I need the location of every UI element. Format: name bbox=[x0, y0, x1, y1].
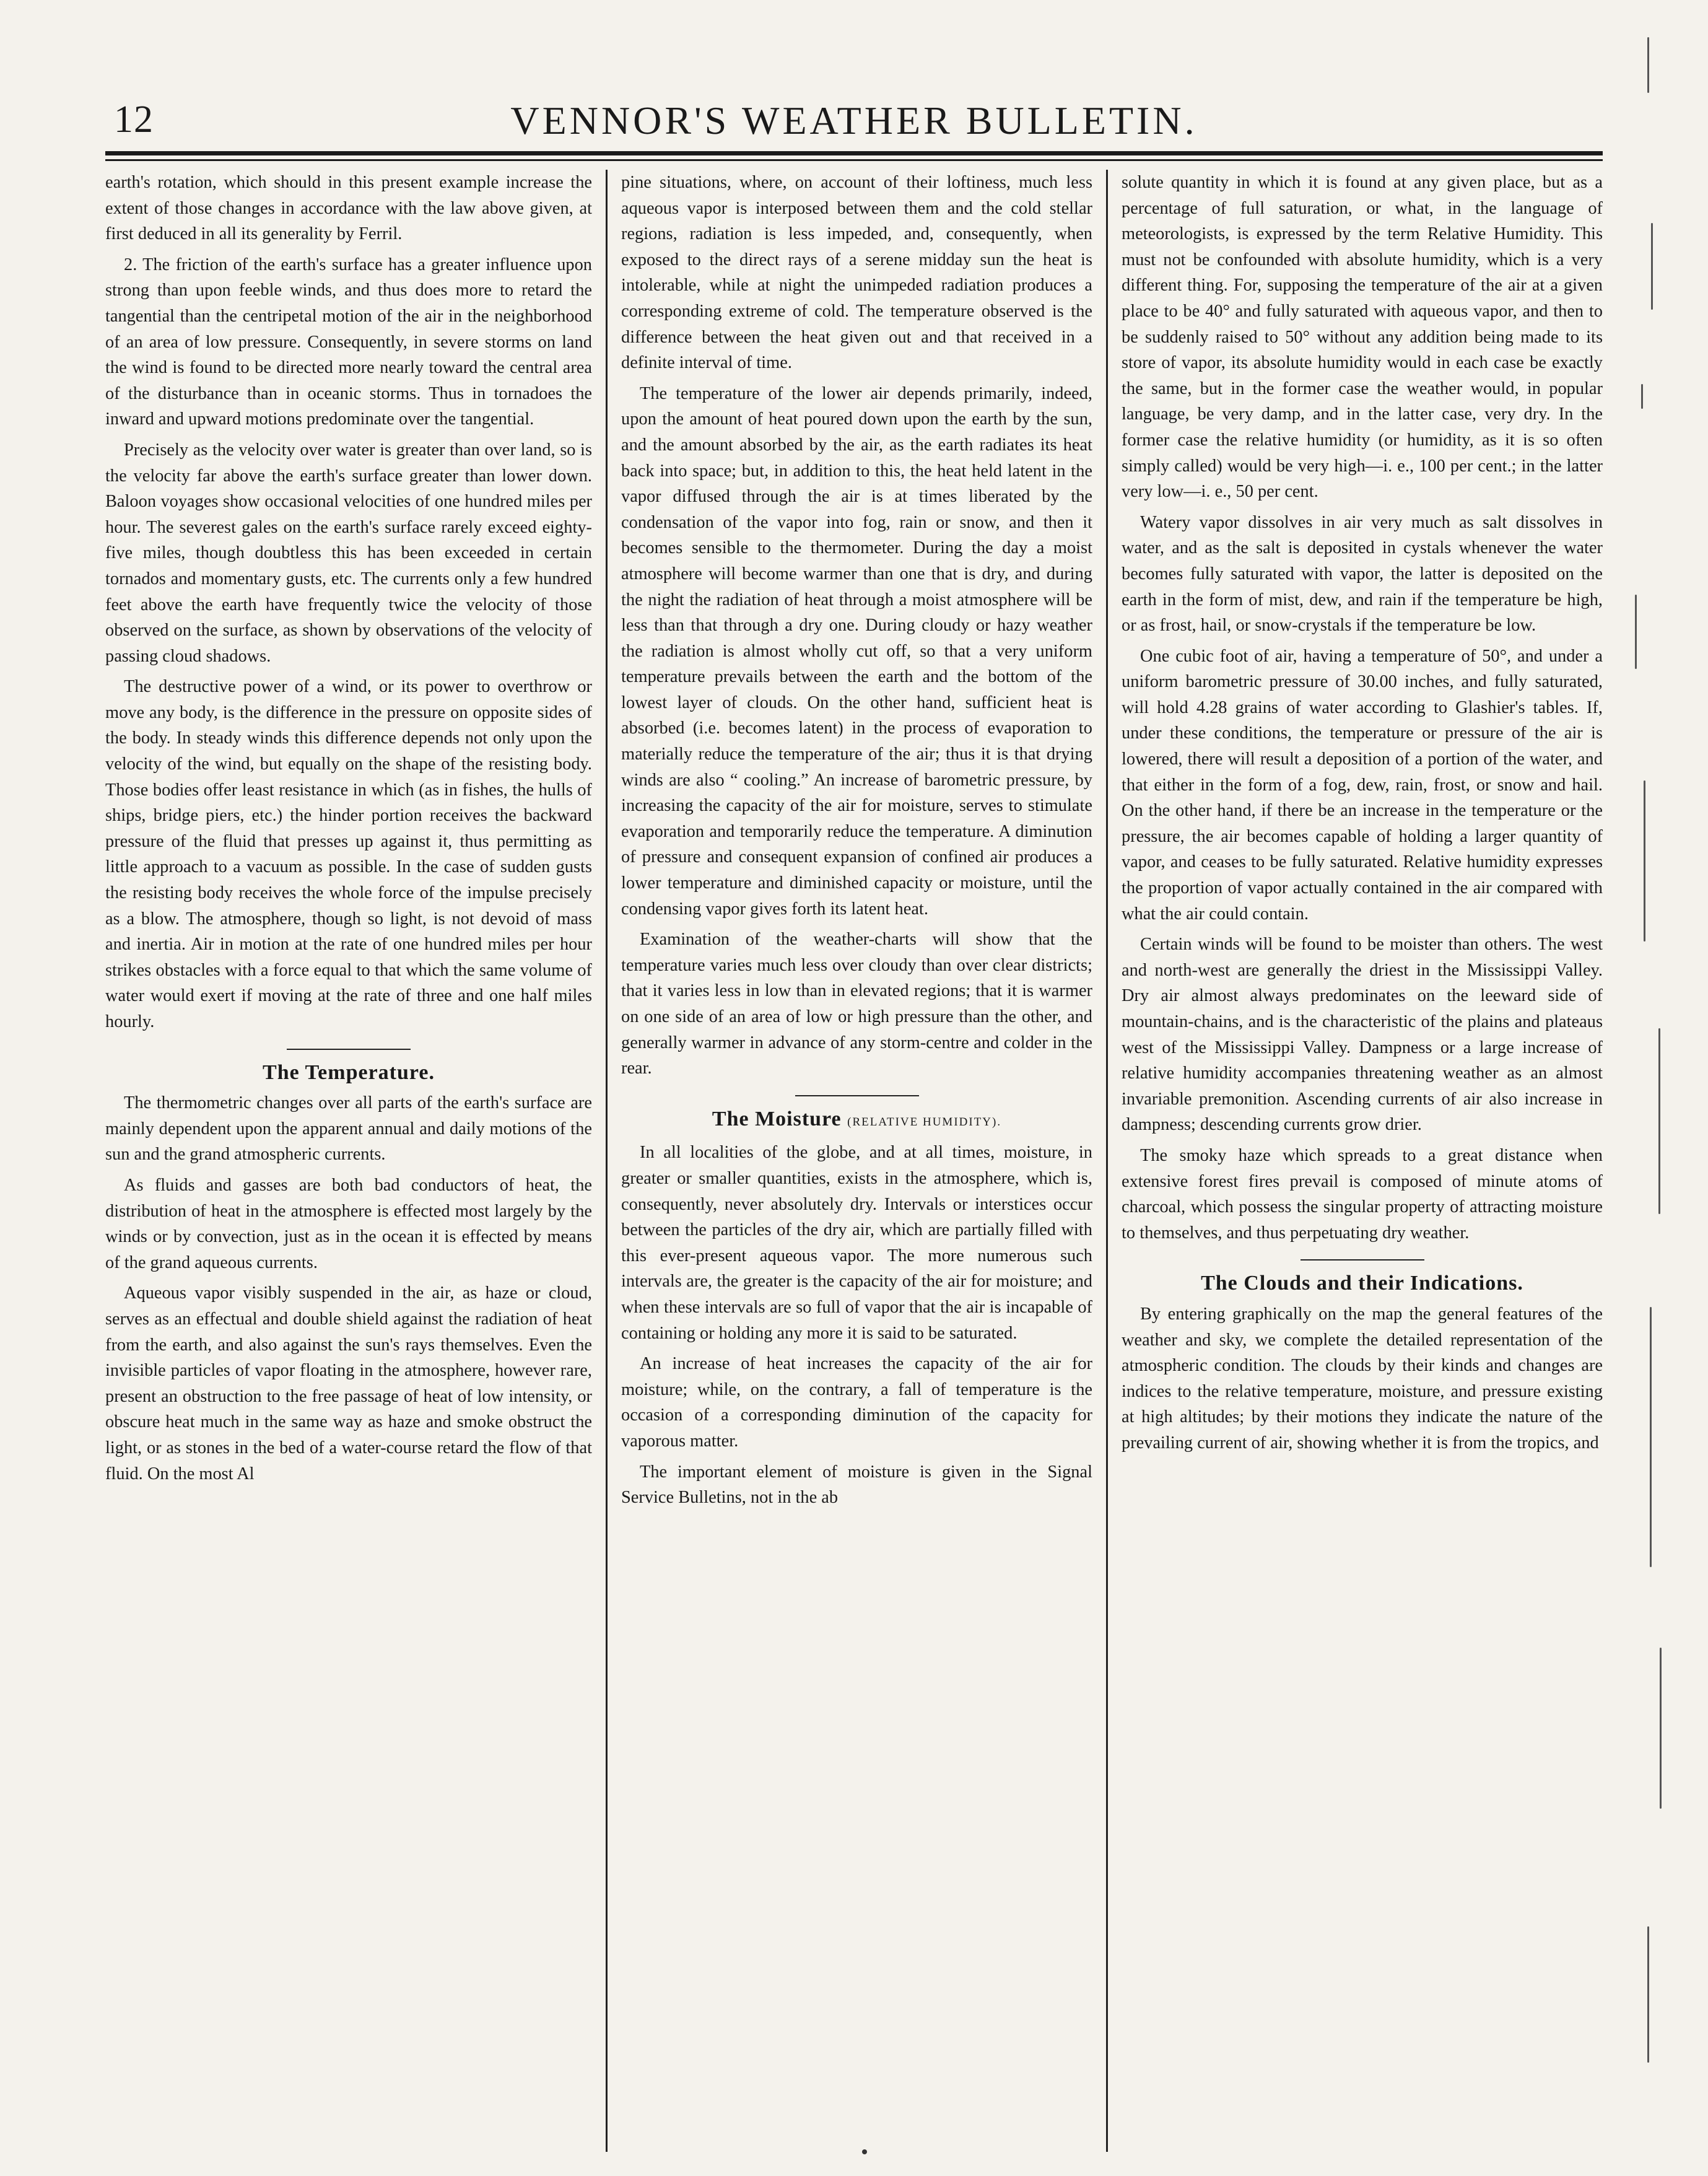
paragraph: pine situations, where, on account of their loftiness, much less aqueous vapor is interposed between them and the cold stellar regions, radiation is less impeded, and, consequently, when exposed to the direct rays of a serene midday sun the heat is intolerable, while at night the unimpeded radiation produces a corresponding extreme of cold. The temperature observed is the difference between the heat given out and that received in a definite interval of time. bbox=[621, 173, 1092, 373]
scan-mark bbox=[1658, 1028, 1660, 1214]
scan-mark bbox=[1660, 1648, 1662, 1809]
column-3 bbox=[1106, 170, 1603, 2152]
section-heading-subtitle: (RELATIVE HUMIDITY). bbox=[847, 1115, 1002, 1129]
scan-mark bbox=[1635, 595, 1637, 669]
scan-mark bbox=[1644, 780, 1645, 942]
paragraph: earth's rotation, which should in this present example increase the extent of those changes in accordance with the law above given, at first deduced in all its generality by Ferril. bbox=[105, 173, 592, 244]
scan-mark bbox=[1647, 1926, 1649, 2063]
scan-mark bbox=[1647, 37, 1649, 93]
page-title: VENNOR'S WEATHER BULLETIN. bbox=[510, 98, 1198, 142]
header-rule-thick bbox=[105, 151, 1603, 155]
paragraph: Watery vapor dissolves in air very much as salt dissolves in water, and as the salt is deposited in cystals whenever the water becomes fully saturated with vapor, the latter is deposited on the earth in the form of mist, dew, and rain if the temperature be high, or as frost, hail, or snow-crystals if the temperature be low. bbox=[1122, 512, 1603, 636]
paragraph: Precisely as the velocity over water is greater than over land, so is the velocity far above the earth's surface greater than lower down. Baloon voyages show occasional velocities of one hundred miles per hour. The severest gales on the earth's surface rarely exceed eighty-five miles, though doubtless this has been exceeded in certain tornados and momentary gusts, etc. The currents only a few hundred feet above the earth have frequently twice the velocity of those observed on the surface, as shown by observations of the velocity of passing cloud shadows. bbox=[105, 440, 592, 666]
section-heading-temperature: The Temperature. bbox=[263, 1060, 435, 1084]
page-header bbox=[105, 93, 1603, 161]
page-number: 12 bbox=[114, 98, 154, 141]
section-divider bbox=[1301, 1259, 1424, 1261]
paragraph: The destructive power of a wind, or its power to overthrow or move any body, is the difference in the pressure on opposite sides of the body. In steady winds this difference depends not only upon the velocity of the wind, but equally on the shape of the resisting body. Those bodies offer least resistance in which (as in fishes, the hulls of ships, bridge piers, etc.) the hinder portion receives the backward pressure of the fluid that presses up against it, thus permitting as little approach to a vacuum as possible. In the case of sudden gusts the resisting body receives the whole force of the impulse precisely as a blow. The atmosphere, though so light, is not devoid of mass and inertia. Air in motion at the rate of one hundred miles per hour strikes obstacles with a force equal to that which the same volume of water would exert if moving at the rate of three and one half miles hourly. bbox=[105, 677, 592, 1031]
paragraph: 2. The friction of the earth's surface has a greater influence upon strong than upon feeble winds, and thus does more to retard the tangential than the centripetal motion of the air in the neighborhood of an area of low pressure. Consequently, in severe storms on land the wind is found to be directed more nearly toward the central area of the disturbance than in oceanic storms. Thus in tornadoes the inward and upward motions predominate over the tangential. bbox=[105, 255, 592, 429]
scan-edge-marks bbox=[1623, 37, 1684, 2118]
paragraph: The temperature of the lower air depends primarily, indeed, upon the amount of heat poured down upon the earth by the sun, and the amount absorbed by the air, as the earth radiates its heat back into space; but, in addition to this, the heat held latent in the vapor diffused through the air is at times liberated by the condensation of the vapor into fog, rain or snow, and then it becomes sensible to the thermometer. During the day a moist atmosphere will become warmer than one that is dry, and during the night the radiation of heat through a moist atmosphere will be less than that through a dry one. During cloudy or hazy weather the radiation is almost wholly cut off, so that a very uniform temperature prevails between the earth and the bottom of the lowest layer of clouds. On the other hand, sufficient heat is absorbed (i.e. becomes latent) in the process of evaporation to materially reduce the temperature of the air; thus it is that drying winds are also “ cooling.” An increase of barometric pressure, by increasing the capacity of the air for moisture, serves to stimulate evaporation and temporarily reduce the temperature. A diminution of pressure and consequent expansion of confined air produces a lower temperature and diminished capacity or moisture, until the condensing vapor gives forth its latent heat. bbox=[621, 383, 1092, 919]
paragraph: One cubic foot of air, having a temperature of 50°, and under a uniform barometric pressure of 30.00 inches, and fully saturated, will hold 4.28 grains of water according to Glashier's tables. If, under these conditions, the temperature or pressure of the air is lowered, there will result a deposition of a portion of the water, and that either in the form of a fog, dew, rain, frost, or snow and hail. On the other hand, if there be an increase in the temperature or the pressure, the air becomes capable of holding a larger quantity of vapor, and ceases to be fully saturated. Relative humidity expresses the proportion of vapor actually contained in the air compared with what the air could contain. bbox=[1122, 646, 1603, 924]
paragraph: An increase of heat increases the capacity of the air for moisture; while, on the contrary, a fall of temperature is the occasion of a corresponding diminution of the capacity for vaporous matter. bbox=[621, 1354, 1092, 1451]
section-heading-clouds: The Clouds and their Indications. bbox=[1201, 1272, 1523, 1295]
paragraph: In all localities of the globe, and at all times, moisture, in greater or smaller quantities, exists in the atmosphere, which is, consequently, never absolutely dry. Intervals or interstices occur between the particles of the dry air, which are partially filled with this ever-present aqueous vapor. The more numerous such intervals are, the greater is the capacity of the air for moisture; and when these intervals are so full of vapor that the air is incapable of containing or holding any more it is said to be saturated. bbox=[621, 1143, 1092, 1343]
paragraph: Certain winds will be found to be moister than others. The west and north-west are generally the driest in the Mississippi Valley. Dry air almost always predominates on the leeward side of mountain-chains, and is the characteristic of the plains and plateaus west of the Mississippi Valley. Dampness or a large increase of relative humidity accompanies threatening weather as an almost invariable premonition. Ascending currents of air also increase in dampness; descending currents grow drier. bbox=[1122, 935, 1603, 1135]
paragraph: Aqueous vapor visibly suspended in the air, as haze or cloud, serves as an effectual and double shield against the radiation of heat from the earth, and also against the sun's rays themselves. Even the invisible particles of vapor floating in the atmosphere, however rare, present an obstruction to the free passage of heat of low intensity, or obscure heat much in the same way as haze and smoke obstruct the light, or as stones in the bed of a water-course retard the flow of that fluid. On the most Al bbox=[105, 1283, 592, 1483]
column-1 bbox=[105, 170, 606, 2152]
section-divider bbox=[795, 1095, 919, 1096]
paragraph: Examination of the weather-charts will show that the temperature varies much less over cloudy than over clear districts; that it varies less in low than in elevated regions; that it is warmer on one side of an area of low or high pressure than the other, and generally warmer in advance of any storm-centre and colder in the rear. bbox=[621, 930, 1092, 1078]
section-heading-moisture bbox=[621, 1106, 1092, 1135]
scan-mark bbox=[1641, 384, 1643, 409]
text-columns bbox=[105, 170, 1603, 2152]
newspaper-page bbox=[105, 93, 1603, 2156]
scan-mark bbox=[1651, 223, 1653, 310]
scan-mark bbox=[1650, 1307, 1652, 1567]
paragraph: The smoky haze which spreads to a great distance when extensive forest fires prevail is composed of minute atoms of charcoal, which possess the singular property of attracting moisture to themselves, and thus perpetuating dry weather. bbox=[1122, 1145, 1603, 1243]
paragraph: solute quantity in which it is found at any given place, but as a percentage of full saturation, or what, in the language of meteorologists, is expressed by the term Relative Humidity. This must not be confounded with absolute humidity, which is a very different thing. For, supposing the temperature of the air at a given place to be 40° and fully saturated with aqueous vapor, and then to be suddenly raised to 50° without any addition being made to its store of vapor, its absolute humidity would in each case be exactly the same, but in the former case the weather would, in popular language, be very damp, and in the latter case, very dry. In the former case the relative humidity (or humidity, as it is so often simply called) would be very high—i. e., 100 per cent.; in the latter very low—i. e., 50 per cent. bbox=[1122, 173, 1603, 502]
header-rule-thin bbox=[105, 159, 1603, 161]
column-2 bbox=[606, 170, 1106, 2152]
paragraph: As fluids and gasses are both bad conductors of heat, the distribution of heat in the atmosphere is effected most largely by the winds or by convection, just as in the ocean it is effected by means of the grand aqueous currents. bbox=[105, 1175, 592, 1272]
paragraph: The thermometric changes over all parts of the earth's surface are mainly dependent upon the apparent annual and daily motions of the sun and the grand atmospheric currents. bbox=[105, 1093, 592, 1164]
paragraph: The important element of moisture is given in the Signal Service Bulletins, not in the ab bbox=[621, 1462, 1092, 1508]
section-divider bbox=[287, 1049, 411, 1050]
paragraph: By entering graphically on the map the general features of the weather and sky, we complete the detailed representation of the atmospheric condition. The clouds by their kinds and changes are indices to the relative temperature, moisture, and pressure existing at high altitudes; by their motions they indicate the nature of the prevailing current of air, showing whether it is from the tropics, and bbox=[1122, 1304, 1603, 1453]
scan-dot bbox=[862, 2149, 867, 2154]
section-heading-text: The Moisture bbox=[712, 1107, 842, 1130]
